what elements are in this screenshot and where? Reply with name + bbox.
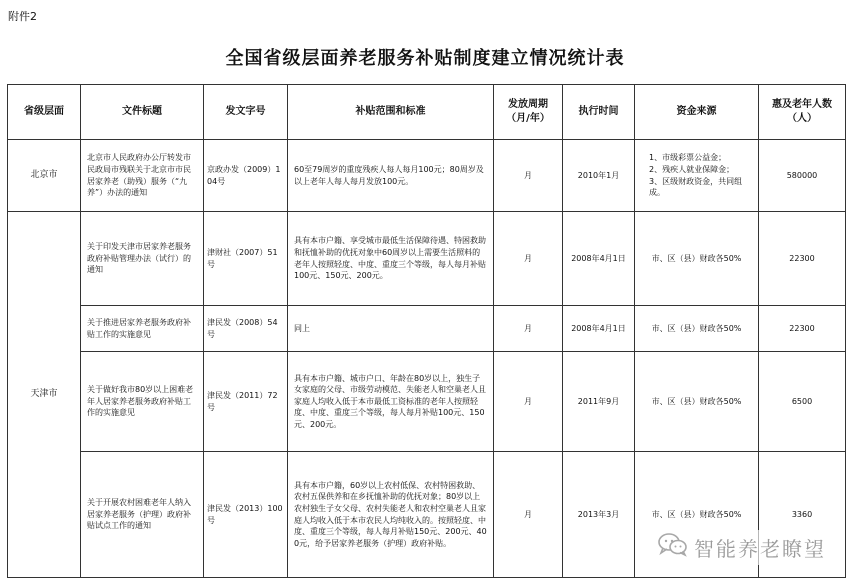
date-cell: 2013年3月	[563, 452, 635, 578]
doc-title-cell: 关于推进居家养老服务政府补贴工作的实施意见	[81, 306, 204, 352]
funds-line: 2、残疾人就业保障金；	[649, 164, 735, 174]
funds-cell: 市、区（县）财政各50%	[635, 352, 759, 452]
cycle-cell: 月	[494, 306, 563, 352]
cycle-cell: 月	[494, 212, 563, 306]
header-doc-title: 文件标题	[81, 85, 204, 140]
watermark	[654, 530, 830, 565]
count-cell: 22300	[759, 212, 846, 306]
doc-number-cell: 京政办发（2009）104号	[204, 140, 288, 212]
count-cell: 3360	[759, 452, 846, 578]
region-cell: 北京市	[8, 140, 81, 212]
doc-number-cell: 津民发（2011）72号	[204, 352, 288, 452]
header-doc-number: 发文字号	[204, 85, 288, 140]
funds-line: 3、区级财政资金，共同组成。	[649, 176, 743, 198]
table-row	[8, 352, 846, 452]
count-cell: 580000	[759, 140, 846, 212]
scope-cell: 具有本市户籍、享受城市最低生活保障待遇、特困救助和抚恤补助的优抚对象中60周岁以上需要生活照料的老年人按照轻度、中度、重度三个等级，每人每月补贴100元、150元、200元。	[288, 212, 494, 306]
header-date: 执行时间	[563, 85, 635, 140]
header-scope: 补贴范围和标准	[288, 85, 494, 140]
funds-cell: 市、区（县）财政各50%	[635, 212, 759, 306]
date-cell: 2011年9月	[563, 352, 635, 452]
subsidy-table	[7, 84, 846, 578]
scope-cell: 具有本市户籍、城市户口、年龄在80岁以上，独生子女家庭的父母、市级劳动模范、失能老人和空巢老人且家庭人均收入低于本市最低工资标准的老年人按照轻度、中度、重度三个等级，每人每月补贴100元、150元、200元。	[288, 352, 494, 452]
table-row	[8, 140, 846, 212]
cycle-cell: 月	[494, 140, 563, 212]
doc-title-cell: 关于开展农村困难老年人纳入居家养老服务（护理）政府补贴试点工作的通知	[81, 452, 204, 578]
doc-number-cell: 津民发（2013）100号	[204, 452, 288, 578]
watermark-text: 智能养老瞭望	[694, 537, 826, 561]
doc-title-cell: 关于做好我市80岁以上困难老年人居家养老服务政府补贴工作的实施意见	[81, 352, 204, 452]
cycle-cell: 月	[494, 352, 563, 452]
table-header-row	[8, 85, 846, 140]
cycle-cell: 月	[494, 452, 563, 578]
scope-cell: 同上	[288, 306, 494, 352]
funds-line: 1、市级彩票公益金；	[649, 153, 727, 163]
date-cell: 2010年1月	[563, 140, 635, 212]
scope-cell: 60至79周岁的重度残疾人每人每月100元；80周岁及以上老年人每人每月发放100元。	[288, 140, 494, 212]
header-cycle: 发放周期（月/年）	[494, 85, 563, 140]
table-row	[8, 306, 846, 352]
count-cell: 22300	[759, 306, 846, 352]
funds-cell	[635, 140, 759, 212]
header-funds: 资金来源	[635, 85, 759, 140]
date-cell: 2008年4月1日	[563, 306, 635, 352]
funds-cell: 市、区（县）财政各50%	[635, 306, 759, 352]
funds-cell: 市、区（县）财政各50%	[635, 452, 759, 578]
page-title: 全国省级层面养老服务补贴制度建立情况统计表	[225, 48, 625, 69]
doc-title-cell: 北京市人民政府办公厅转发市民政局市残联关于北京市市民居家养老（助残）服务（“九养”）办法的通知	[81, 140, 204, 212]
attachment-label: 附件2	[8, 10, 37, 23]
count-cell: 6500	[759, 352, 846, 452]
doc-number-cell: 津财社（2007）51号	[204, 212, 288, 306]
scope-cell: 具有本市户籍，60岁以上农村低保、农村特困救助、农村五保供养和在乡抚恤补助的优抚对象；80岁以上农村独生子女父母、农村失能老人和农村空巢老人且家庭人均收入低于本市农民人均纯收入的。按照轻度、中度、重度三个等级，每人每月补贴150元、200元、400元，给予居家养老服务（护理）政府补贴。	[288, 452, 494, 578]
region-cell: 天津市	[8, 212, 81, 578]
wechat-icon	[658, 532, 688, 563]
doc-number-cell: 津民发（2008）54号	[204, 306, 288, 352]
table-row	[8, 212, 846, 306]
date-cell: 2008年4月1日	[563, 212, 635, 306]
header-region: 省级层面	[8, 85, 81, 140]
doc-title-cell: 关于印发天津市居家养老服务政府补贴管理办法（试行）的通知	[81, 212, 204, 306]
header-count: 惠及老年人数（人）	[759, 85, 846, 140]
